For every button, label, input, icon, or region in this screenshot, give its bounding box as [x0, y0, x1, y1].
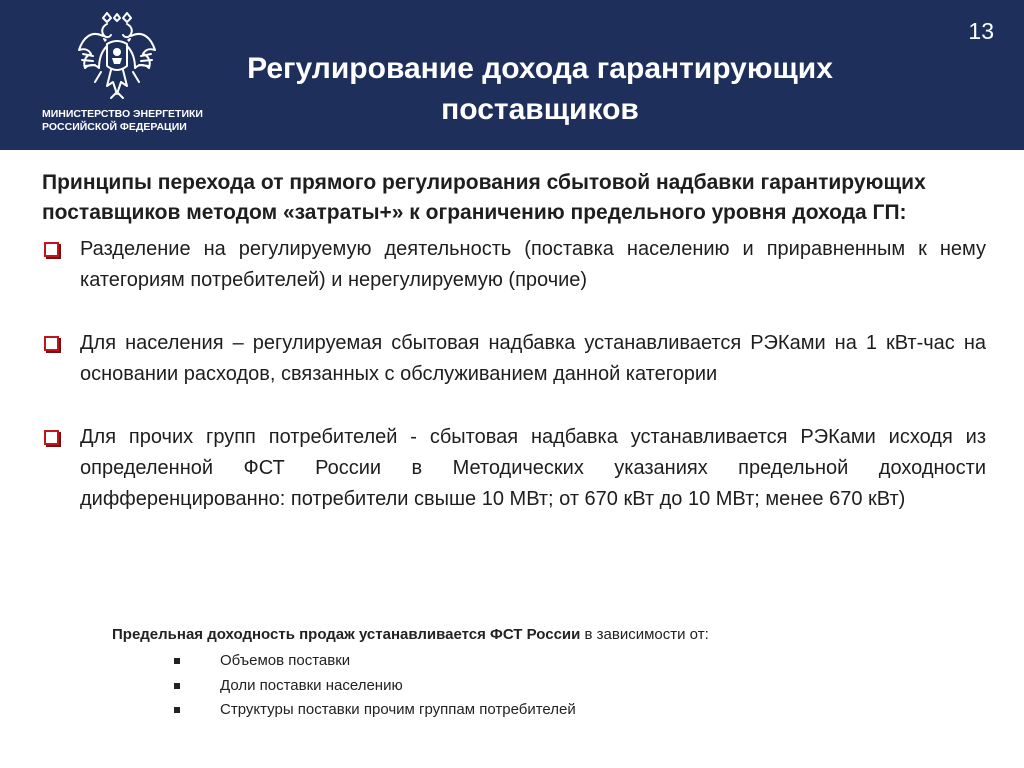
square-bullet-icon — [174, 658, 180, 664]
slide-title: Регулирование дохода гарантирующих поставщиков — [247, 52, 833, 126]
sub-heading — [112, 626, 872, 643]
checkbox-bullet-icon — [44, 336, 59, 351]
header-bar — [0, 0, 1024, 150]
ministry-logo — [42, 12, 203, 137]
sub-heading-bold: Предельная доходность продаж устанавливается ФСТ России — [112, 626, 581, 643]
sub-item-text: Структуры поставки прочим группам потребителей — [220, 701, 576, 718]
checkbox-bullet-icon — [44, 242, 59, 257]
ministry-line-1: МИНИСТЕРСТВО ЭНЕРГЕТИКИ — [42, 108, 203, 120]
page-number: 13 — [968, 18, 994, 44]
sub-list-item — [112, 698, 872, 723]
ministry-line-2: РОССИЙСКОЙ ФЕДЕРАЦИИ — [42, 121, 187, 133]
sub-item-text: Доли поставки населению — [220, 676, 403, 694]
double-headed-eagle-icon — [77, 12, 157, 104]
sub-item-text: Объемов поставки — [220, 652, 351, 669]
sub-list-item — [112, 674, 872, 699]
square-bullet-icon — [174, 683, 180, 689]
ministry-name — [42, 108, 203, 134]
bullet-item — [42, 422, 986, 515]
bullet-text: Для населения – регулируемая сбытовая надбавка устанавливается РЭКами на 1 кВт-час на основании расходов, связанных с обслуживанием данной категории — [80, 332, 986, 385]
sub-heading-rest: в зависимости от: — [580, 626, 709, 643]
content-area — [42, 168, 986, 547]
sub-list-item — [112, 649, 872, 674]
checkbox-bullet-icon — [44, 430, 59, 445]
bullet-text: Для прочих групп потребителей - сбытовая надбавка устанавливается РЭКами исходя из определенной ФСТ России в Методических указаниях предельной доходности дифференцированно: потребители свыше 10 МВт; от 670 кВт до 10 МВт; менее 670 кВт) — [80, 426, 986, 510]
bullet-item — [42, 328, 986, 390]
intro-heading: Принципы перехода от прямого регулирования сбытовой надбавки гарантирующих поставщиков методом «затраты+» к ограничению предельного уровня дохода ГП: — [42, 171, 926, 224]
square-bullet-icon — [174, 707, 180, 713]
sub-section — [112, 626, 872, 723]
bullet-item — [42, 234, 986, 296]
bullet-text: Разделение на регулируемую деятельность (поставка населению и приравненным к нему категориям потребителей) и нерегулируемую (прочие) — [80, 238, 986, 291]
